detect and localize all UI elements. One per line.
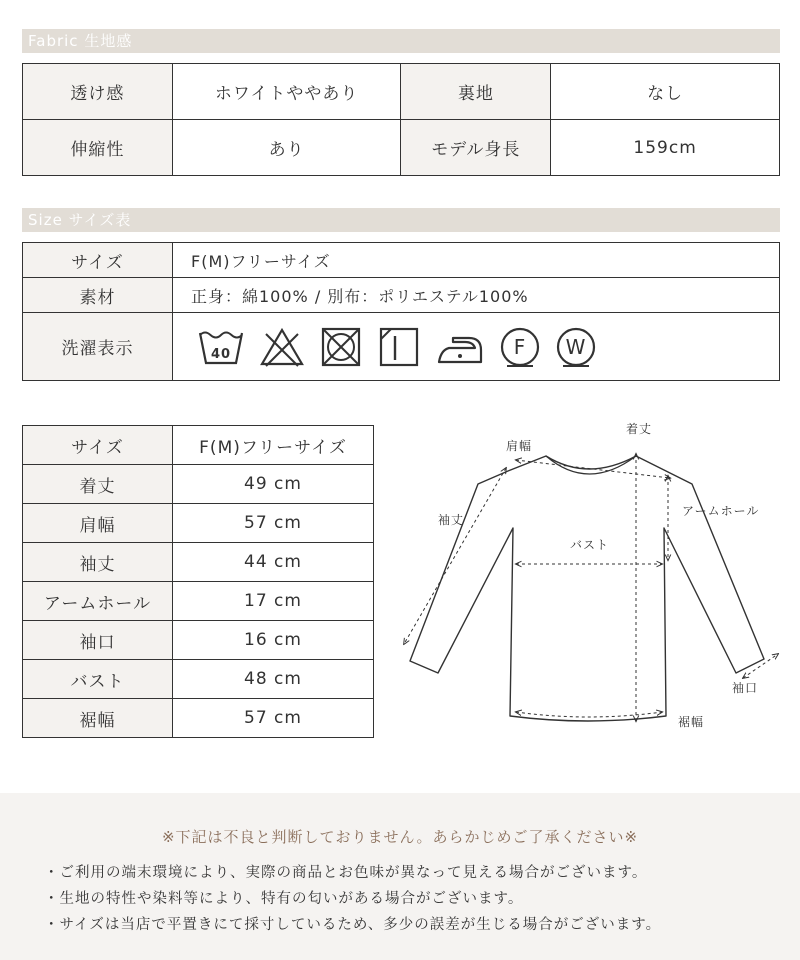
sleeve-label: 袖丈 bbox=[438, 513, 465, 527]
size-label: サイズ bbox=[23, 243, 173, 278]
material-value: 正身：綿100% / 別布：ポリエステル100% bbox=[173, 278, 780, 313]
care-icons-cell bbox=[173, 313, 780, 381]
measure-value: 49 cm bbox=[173, 465, 374, 504]
no-tumble-dry-icon bbox=[319, 326, 363, 368]
measure-label: 着丈 bbox=[23, 465, 173, 504]
no-bleach-icon bbox=[259, 326, 305, 368]
fabric-section-header: Fabric 生地感 bbox=[22, 29, 780, 53]
model-height-label: モデル身長 bbox=[401, 120, 551, 176]
measure-value: 17 cm bbox=[173, 582, 374, 621]
table-row bbox=[23, 543, 374, 582]
dry-clean-letter: F bbox=[513, 334, 527, 359]
measure-value: 44 cm bbox=[173, 543, 374, 582]
stretch-value: あり bbox=[172, 120, 401, 176]
measure-value: 16 cm bbox=[173, 621, 374, 660]
note-line: ・生地の特性や染料等により、特有の匂いがある場合がございます。 bbox=[44, 891, 524, 907]
cuff-label: 袖口 bbox=[732, 681, 759, 695]
table-row bbox=[23, 699, 374, 738]
table-row bbox=[23, 243, 780, 278]
table-row bbox=[23, 621, 374, 660]
measure-label: 裾幅 bbox=[23, 699, 173, 738]
measure-label: アームホール bbox=[23, 582, 173, 621]
note-line: ・サイズは当店で平置きにて採寸しているため、多少の誤差が生じる場合がございます。 bbox=[44, 917, 662, 933]
size-table bbox=[22, 425, 374, 738]
measure-label: バスト bbox=[23, 660, 173, 699]
size-section-header: Size サイズ表 bbox=[22, 208, 780, 232]
table-row bbox=[23, 120, 780, 176]
table-header-row bbox=[23, 426, 374, 465]
length-label: 着丈 bbox=[626, 422, 653, 436]
care-icons bbox=[191, 325, 779, 369]
stretch-label: 伸縮性 bbox=[23, 120, 173, 176]
bust-label: バスト bbox=[570, 538, 610, 552]
hem-measure-line bbox=[516, 712, 662, 717]
product-info-table bbox=[22, 242, 780, 381]
table-row bbox=[23, 313, 780, 381]
table-row bbox=[23, 660, 374, 699]
measure-label: 袖丈 bbox=[23, 543, 173, 582]
size-value: F(M)フリーサイズ bbox=[173, 243, 780, 278]
measure-value: 57 cm bbox=[173, 699, 374, 738]
sleeve-measure-line bbox=[404, 468, 506, 644]
size-header-value: F(M)フリーサイズ bbox=[173, 426, 374, 465]
table-row bbox=[23, 504, 374, 543]
measure-label: 肩幅 bbox=[23, 504, 173, 543]
sheerness-label: 透け感 bbox=[23, 64, 173, 120]
table-row bbox=[23, 465, 374, 504]
material-label: 素材 bbox=[23, 278, 173, 313]
wash-temperature: 40 bbox=[210, 346, 232, 362]
lining-label: 裏地 bbox=[401, 64, 551, 120]
line-dry-icon bbox=[377, 326, 421, 368]
model-height-value: 159cm bbox=[551, 120, 780, 176]
table-row bbox=[23, 64, 780, 120]
measure-value: 57 cm bbox=[173, 504, 374, 543]
lining-value: なし bbox=[551, 64, 780, 120]
garment-outline bbox=[410, 456, 764, 721]
sheerness-value: ホワイトややあり bbox=[172, 64, 401, 120]
size-header-label: サイズ bbox=[23, 426, 173, 465]
cuff-measure-line bbox=[743, 654, 778, 678]
notes-panel bbox=[0, 793, 800, 960]
care-label: 洗濯表示 bbox=[23, 313, 173, 381]
iron-low-icon bbox=[435, 326, 485, 368]
wet-clean-letter: W bbox=[565, 334, 587, 359]
shoulder-label: 肩幅 bbox=[506, 439, 533, 453]
fabric-table bbox=[22, 63, 780, 176]
hem-label: 裾幅 bbox=[678, 715, 705, 729]
garment-measurement-diagram bbox=[398, 416, 788, 746]
dry-clean-f-icon bbox=[499, 326, 541, 368]
table-row bbox=[23, 278, 780, 313]
wet-clean-w-icon bbox=[555, 326, 597, 368]
armhole-label: アームホール bbox=[682, 504, 760, 518]
measure-label: 袖口 bbox=[23, 621, 173, 660]
wash-40-icon bbox=[197, 325, 245, 369]
notes-title: ※下記は不良と判断しておりません。あらかじめご了承ください※ bbox=[161, 828, 639, 846]
measure-value: 48 cm bbox=[173, 660, 374, 699]
table-row bbox=[23, 582, 374, 621]
note-line: ・ご利用の端末環境により、実際の商品とお色味が異なって見える場合がございます。 bbox=[44, 865, 648, 881]
